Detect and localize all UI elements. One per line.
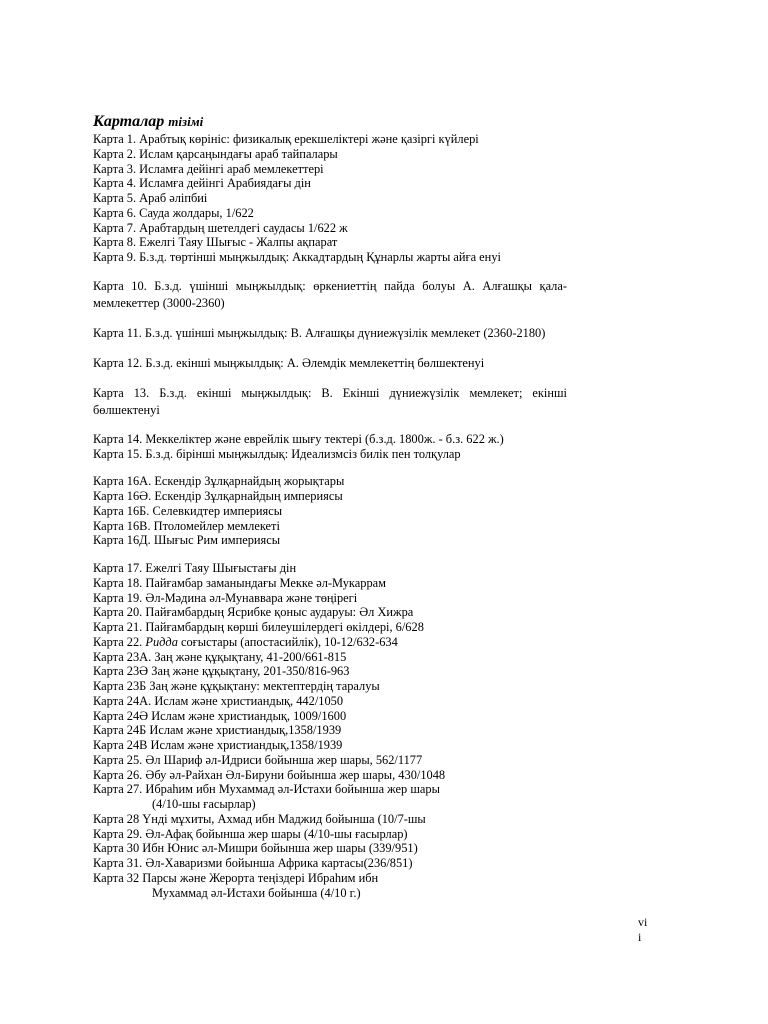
list-item: Карта 6. Сауда жолдары, 1/622 <box>93 205 254 220</box>
page-title <box>93 112 567 132</box>
list-item: Карта 31. Әл-Хаваризми бойынша Африка картасы(236/851) <box>93 856 413 870</box>
list-item: Карта 5. Араб әліпбиі <box>93 191 208 205</box>
list-item: Карта 7. Арабтардың шетелдегі саудасы 1/622 ж <box>93 220 348 235</box>
list-item: Карта 16Б. Селевкидтер империясы <box>93 503 283 518</box>
list-item: Карта 24В Ислам және христиандық,1358/1939 <box>93 738 343 752</box>
list-item: Карта 14. Меккеліктер және еврейлік шығу тектері (б.з.д. 1800ж. - б.з. 622 ж.) <box>93 431 504 446</box>
map-group-1 <box>93 132 567 265</box>
list-item: Карта 23Ә Заң және құқықтану, 201-350/816-963 <box>93 664 350 679</box>
list-item: Карта 26. Әбу әл-Райхан Әл-Бируни бойынша жер шары, 430/1048 <box>93 767 446 782</box>
list-item: Карта 23Б Заң және құқықтану: мектептердің таралуы <box>93 679 380 693</box>
list-item: Карта 20. Пайғамбардың Ясрибке қоныс аударуы: Әл Хижра <box>93 605 414 620</box>
list-item: Карта 15. Б.з.д. бірінші мыңжылдық: Идеализмсіз билік пен толқулар <box>93 446 461 461</box>
list-item: Карта 2. Ислам қарсаңындағы араб тайпалары <box>93 146 338 161</box>
map-group-3 <box>93 474 567 548</box>
list-item: Карта 23А. Заң және құқықтану, 41-200/661-815 <box>93 649 347 664</box>
page-number-line-2: i <box>638 930 642 944</box>
list-item: Карта 24А. Ислам және христиандық, 442/1050 <box>93 693 344 708</box>
list-item: Карта 17. Ежелгі Таяу Шығыстағы дін <box>93 561 297 575</box>
list-item: Карта 28 Үнді мұхиты, Ахмад ибн Маджид бойынша (10/7-шы <box>93 811 426 826</box>
list-item: Карта 24Ә Ислам және христиандық, 1009/1600 <box>93 708 347 723</box>
list-item: Карта 24Б Ислам және христиандық,1358/1939 <box>93 723 342 738</box>
list-item: Карта 16Ә. Ескендір Зұлқарнайдың империясы <box>93 489 343 503</box>
list-item: Карта 18. Пайғамбар заманындағы Мекке әл-Мукаррам <box>93 575 386 590</box>
title-sub: тізімі <box>168 114 204 129</box>
map-group-4 <box>93 561 567 900</box>
title-main: Карталар <box>93 113 165 130</box>
map-list-page <box>93 112 567 900</box>
list-item: Карта 30 Ибн Юнис әл-Мишри бойынша жер шары (339/951) <box>93 841 418 856</box>
list-item: Карта 16А. Ескендір Зұлқарнайдың жорықтары <box>93 474 345 489</box>
map-22-italic: Ридда <box>145 634 178 649</box>
list-item-map-11: Карта 11. Б.з.д. үшінші мыңжылдық: В. Алғашқы дүниежүзілік мемлекет (2360-2180) <box>93 325 546 340</box>
page-number-line-1: vi <box>638 915 648 929</box>
map-group-2 <box>93 432 567 462</box>
list-item: Карта 1. Арабтық көрініс: физикалық ерекшеліктері және қазіргі күйлері <box>93 132 479 146</box>
list-item: Карта 9. Б.з.д. төртінші мыңжылдық: Аккадтардың Құнарлы жарты айға енуі <box>93 250 501 264</box>
list-item-map-13: Карта 13. Б.з.д. екінші мыңжылдық: В. Екінші дүниежүзілік мемлекет; екінші бөлшектенуі <box>93 385 567 417</box>
list-item: Карта 8. Ежелгі Таяу Шығыс - Жалпы ақпарат <box>93 235 338 250</box>
list-item: Карта 4. Исламға дейінгі Арабиядағы дін <box>93 176 311 191</box>
list-item: Карта 3. Исламға дейінгі араб мемлекеттері <box>93 161 324 176</box>
list-item: Карта 29. Әл-Афақ бойынша жер шары (4/10-шы ғасырлар) <box>93 826 408 841</box>
list-item-map-22 <box>93 635 567 650</box>
list-item: Карта 19. Әл-Мәдина әл-Мунаввара және төңірегі <box>93 590 358 605</box>
list-item-continuation: (4/10-шы ғасырлар) <box>152 797 256 811</box>
list-item-continuation: Мухаммад әл-Истахи бойынша (4/10 г.) <box>152 885 361 900</box>
list-item: Карта 21. Пайғамбардың көрші билеушілердегі өкілдері, 6/628 <box>93 620 424 634</box>
page-number <box>638 915 647 945</box>
list-item: Карта 32 Парсы және Жерорта теңіздері Ибраһим ибн <box>93 870 379 885</box>
list-item: Карта 16Д. Шығыс Рим империясы <box>93 533 281 548</box>
list-item-map-12: Карта 12. Б.з.д. екінші мыңжылдық: А. Әлемдік мемлекеттің бөлшектенуі <box>93 355 485 370</box>
list-item-map-10: Карта 10. Б.з.д. үшінші мыңжылдық: өркениеттің пайда болуы А. Алғашқы қала-мемлекеттер (3000-2360) <box>93 278 567 310</box>
list-item: Карта 16В. Птоломейлер мемлекеті <box>93 518 280 533</box>
list-item: Карта 25. Әл Шариф әл-Идриси бойынша жер шары, 562/1177 <box>93 752 423 767</box>
list-item: Карта 27. Ибраһим ибн Мухаммад әл-Истахи бойынша жер шары <box>93 782 440 797</box>
map-22-suffix: соғыстары (апостасийлік), 10-12/632-634 <box>177 634 398 649</box>
map-22-prefix: Карта 22. <box>93 634 146 649</box>
